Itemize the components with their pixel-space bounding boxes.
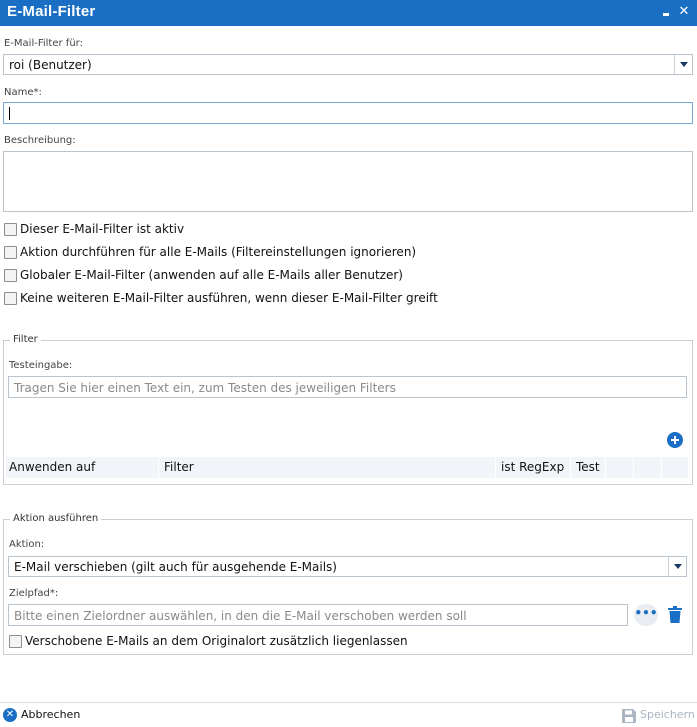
save-label: Speichern <box>640 708 695 721</box>
test-input-label: Testeingabe: <box>9 360 73 371</box>
save-button[interactable] <box>622 707 694 723</box>
filter-legend: Filter <box>10 334 41 345</box>
target-path-placeholder: Bitte einen Zielordner auswählen, in den die E-Mail verschoben werden soll <box>14 609 467 623</box>
filter-for-select[interactable] <box>3 54 693 75</box>
column-separator <box>158 457 159 478</box>
window-title: E-Mail-Filter <box>7 3 96 20</box>
column-apply-to[interactable]: Anwenden auf <box>9 460 96 474</box>
target-path-label: Zielpfad*: <box>9 588 59 599</box>
test-input-placeholder: Tragen Sie hier einen Text ein, zum Testen des jeweiligen Filters <box>14 381 396 395</box>
cancel-icon: ✕ <box>3 708 17 722</box>
browse-folder-button[interactable]: ••• <box>634 604 658 626</box>
global-checkbox[interactable] <box>4 269 17 282</box>
target-path-input[interactable] <box>8 604 628 626</box>
stop-further-checkbox-label[interactable]: Keine weiteren E-Mail-Filter ausführen, wenn dieser E-Mail-Filter greift <box>20 291 438 305</box>
filter-table-header <box>6 457 688 478</box>
filter-for-value: roi (Benutzer) <box>9 58 92 72</box>
column-separator <box>495 457 496 478</box>
dialog-footer <box>0 702 697 726</box>
cancel-label: Abbrechen <box>21 708 81 721</box>
global-checkbox-label[interactable]: Globaler E-Mail-Filter (anwenden auf alle E-Mails aller Benutzer) <box>20 268 403 282</box>
filter-for-label: E-Mail-Filter für: <box>4 38 83 49</box>
leave-copy-checkbox-label[interactable]: Verschobene E-Mails an dem Originalort zusätzlich liegenlassen <box>25 634 408 648</box>
chevron-down-icon[interactable] <box>674 55 692 74</box>
trash-icon[interactable] <box>668 606 682 623</box>
action-label: Aktion: <box>9 539 45 550</box>
floppy-disk-icon <box>622 708 636 722</box>
name-input[interactable] <box>3 102 693 124</box>
action-value: E-Mail verschieben (gilt auch für ausgehende E-Mails) <box>14 560 337 574</box>
description-label: Beschreibung: <box>4 135 76 146</box>
column-separator <box>661 457 662 478</box>
test-input[interactable] <box>8 376 687 398</box>
name-label: Name*: <box>4 87 42 98</box>
action-select[interactable] <box>8 556 687 577</box>
window-titlebar <box>0 0 697 26</box>
text-caret <box>9 107 10 120</box>
leave-copy-checkbox[interactable] <box>9 635 22 648</box>
column-test[interactable]: Test <box>576 460 600 474</box>
active-checkbox[interactable] <box>4 223 17 236</box>
all-mails-checkbox[interactable] <box>4 246 17 259</box>
close-icon[interactable]: ✕ <box>678 4 690 19</box>
stop-further-checkbox[interactable] <box>4 292 17 305</box>
column-separator <box>633 457 634 478</box>
column-separator <box>570 457 571 478</box>
active-checkbox-label[interactable]: Dieser E-Mail-Filter ist aktiv <box>20 222 185 236</box>
action-legend: Aktion ausführen <box>10 513 101 524</box>
description-textarea[interactable] <box>3 151 693 212</box>
all-mails-checkbox-label[interactable]: Aktion durchführen für alle E-Mails (Filtereinstellungen ignorieren) <box>20 245 417 259</box>
chevron-down-icon[interactable] <box>668 557 686 576</box>
column-filter[interactable]: Filter <box>164 460 194 474</box>
column-separator <box>605 457 606 478</box>
minimize-icon[interactable] <box>660 4 674 20</box>
add-filter-icon[interactable] <box>667 432 683 448</box>
column-is-regexp[interactable]: ist RegExp <box>501 460 565 474</box>
